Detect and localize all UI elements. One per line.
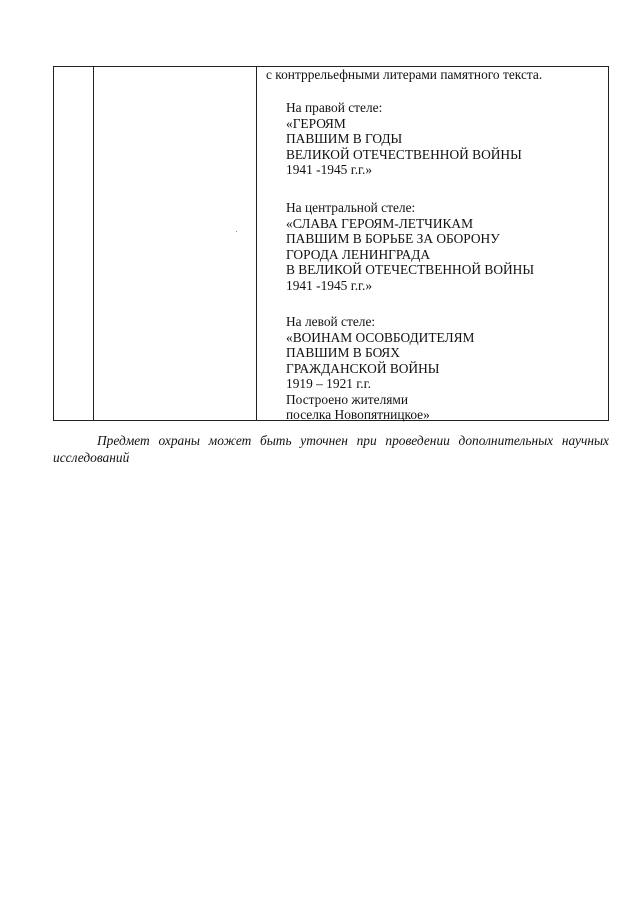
heritage-table (53, 66, 609, 421)
central-stele-inscription (286, 200, 534, 293)
inscription-line: ПАВШИМ В БОЯХ (286, 345, 400, 360)
inscription-line: 1919 – 1921 г.г. (286, 376, 371, 391)
inscription-line: ГОРОДА ЛЕНИНГРАДА (286, 246, 431, 262)
inscription-line: поселка Новопятницкое» (286, 407, 430, 422)
inscription-line: «ВОИНАМ ОСОВБОДИТЕЛЯМ (286, 329, 475, 345)
note-line: исследований (53, 450, 130, 465)
inscription-line: «ГЕРОЯМ (286, 115, 346, 131)
stele-heading: На центральной стеле: (286, 200, 416, 215)
left-stele-inscription (286, 314, 474, 423)
inscription-line: В ВЕЛИКОЙ ОТЕЧЕСТВЕННОЙ ВОЙНЫ (286, 262, 535, 277)
right-stele-inscription (286, 100, 522, 178)
inscription-line: ПАВШИМ В ГОДЫ (286, 131, 403, 146)
cell-text-continuation: с контррельефными литерами памятного текста. (266, 67, 543, 82)
inscription-line: ГРАЖДАНСКОЙ ВОЙНЫ (286, 360, 440, 376)
inscription-line: 1941 -1945 г.г.» (286, 162, 373, 177)
inscription-line: ВЕЛИКОЙ ОТЕЧЕСТВЕННОЙ ВОЙНЫ (286, 146, 522, 162)
inscription-line: 1941 -1945 г.г.» (286, 277, 373, 293)
scan-speck (236, 231, 237, 232)
protection-note (53, 432, 609, 466)
stele-heading: На левой стеле: (286, 314, 376, 329)
note-line: Предмет охраны может быть уточнен при проведении дополнительных научных (97, 433, 609, 448)
table-column-divider (256, 67, 257, 420)
inscription-line: ПАВШИМ В БОРЬБЕ ЗА ОБОРОНУ (286, 231, 500, 246)
inscription-line: Построено жителями (286, 391, 409, 407)
table-column-divider (93, 67, 94, 420)
stele-heading: На правой стеле: (286, 100, 383, 115)
table-cell-description (258, 67, 608, 420)
inscription-line: «СЛАВА ГЕРОЯМ-ЛЕТЧИКАМ (286, 215, 474, 231)
